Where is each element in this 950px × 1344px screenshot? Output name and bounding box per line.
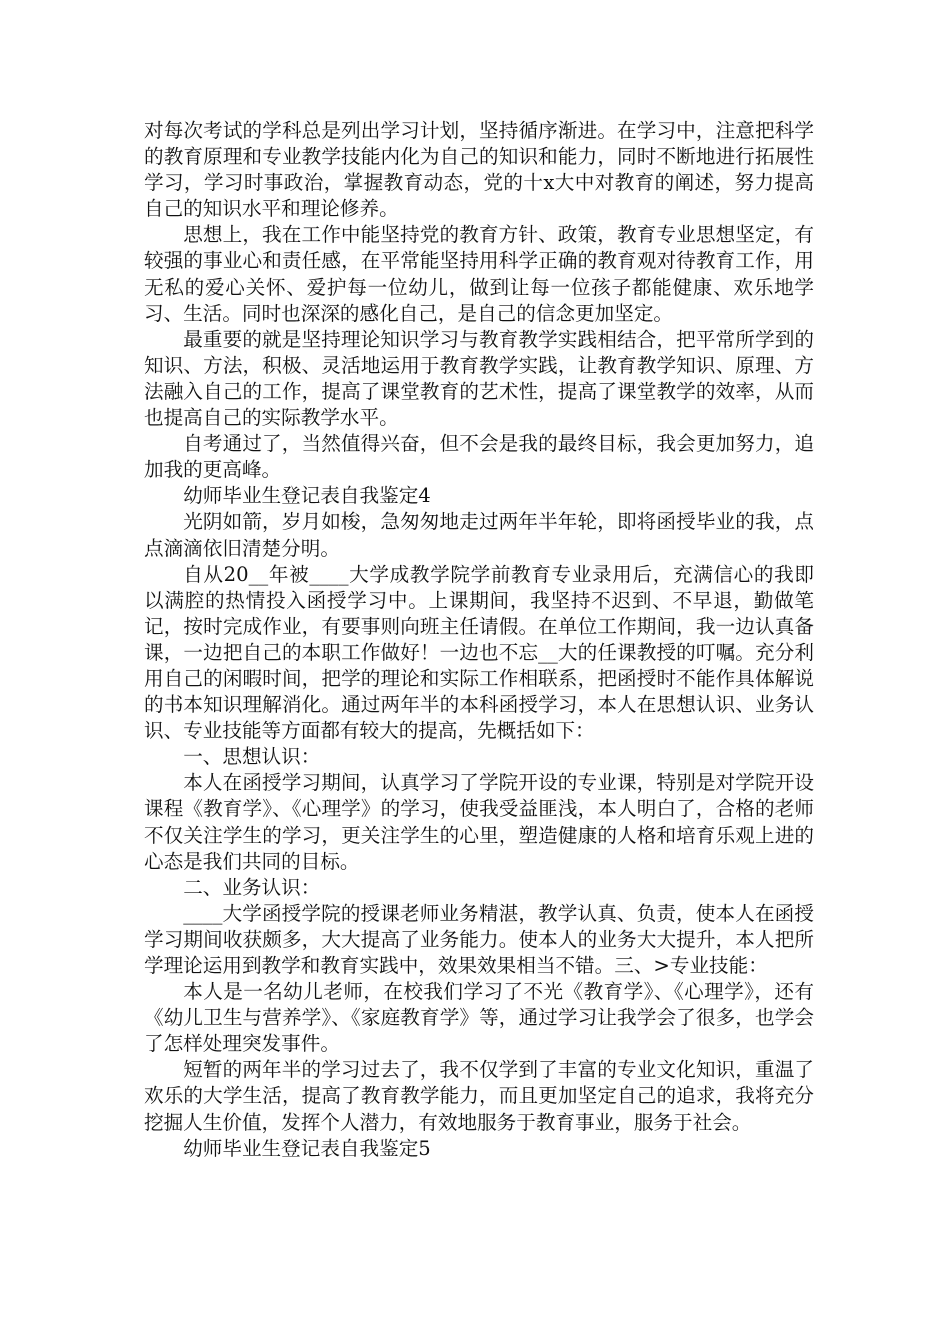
paragraph-skills: 本人是一名幼儿老师，在校我们学习了不光《教育学》、《心理学》，还有《幼儿卫生与营养学》、《家庭教育学》等，通过学习让我学会了很多，也学会了怎样处理突发事件。: [144, 980, 814, 1056]
paragraph-thought: 思想上，我在工作中能坚持党的教育方针、政策，教育专业思想坚定，有较强的事业心和责任感，在平常能坚持用科学正确的教育观对待教育工作，用无私的爱心关怀、爱护每一位幼儿，做到让每一位孩子都能健康、欢乐地学习、生活。同时也深深的感化自己，是自己的信念更加坚定。: [144, 223, 814, 325]
section-title-5: 幼师毕业生登记表自我鉴定5: [183, 1136, 431, 1160]
paragraph-enrollment: 自从20__年被____大学成教学院学前教育专业录用后，充满信心的我即以满腔的热情投入函授学习中。上课期间，我坚持不迟到、不早退，勤做笔记，按时完成作业，有要事则向班主任请假。在单位工作期间，我一边认真备课，一边把自己的本职工作做好！一边也不忘__大的任课教授的叮嘱。充分利用自己的闲暇时间，把学的理论和实际工作相联系，把函授时不能作具体解说的书本知识理解消化。通过两年半的本科函授学习，本人在思想认识、业务认识、专业技能等方面都有较大的提高，先概括如下：: [144, 562, 814, 743]
paragraph-courses: 本人在函授学习期间，认真学习了学院开设的专业课，特别是对学院开设课程《教育学》、《心理学》的学习，使我受益匪浅，本人明白了，合格的老师不仅关注学生的学习，更关注学生的心里，塑造健康的人格和培育乐观上进的心态是我们共同的目标。: [144, 771, 814, 873]
paragraph-teachers: ____大学函授学院的授课老师业务精湛，教学认真、负责，使本人在函授学习期间收获颇多，大大提高了业务能力。使本人的业务大大提升，本人把所学理论运用到教学和教育实践中，效果效果相当不错。三、>专业技能：: [144, 901, 814, 977]
paragraph-theory-practice: 最重要的就是坚持理论知识学习与教育教学实践相结合，把平常所学到的知识、方法，积极、灵活地运用于教育教学实践，让教育教学知识、原理、方法融入自己的工作，提高了课堂教育的艺术性，提高了课堂教学的效率，从而也提高自己的实际教学水平。: [144, 327, 814, 430]
paragraph-summary: 短暂的两年半的学习过去了，我不仅学到了丰富的专业文化知识，重温了欢乐的大学生活，提高了教育教学能力，而且更加坚定自己的追求，我将充分挖掘人生价值，发挥个人潜力，有效地服务于教育事业，服务于社会。: [144, 1058, 814, 1134]
subheading-business: 二、业务认识：: [183, 875, 321, 899]
document-body: [144, 118, 814, 1162]
paragraph-self-exam: 自考通过了，当然值得兴奋，但不会是我的最终目标，我会更加努力，追加我的更高峰。: [144, 432, 814, 482]
section-title-4: 幼师毕业生登记表自我鉴定4: [183, 484, 431, 508]
paragraph-continued: 对每次考试的学科总是列出学习计划，坚持循序渐进。在学习中，注意把科学的教育原理和专业教学技能内化为自己的知识和能力，同时不断地进行拓展性学习，学习时事政治，掌握教育动态，党的十x大中对教育的阐述，努力提高自己的知识水平和理论修养。: [144, 119, 814, 221]
subheading-thought: 一、思想认识：: [183, 745, 321, 769]
paragraph-time-flies: 光阴如箭，岁月如梭，急匆匆地走过两年半年轮，即将函授毕业的我，点点滴滴依旧清楚分明。: [144, 510, 814, 560]
